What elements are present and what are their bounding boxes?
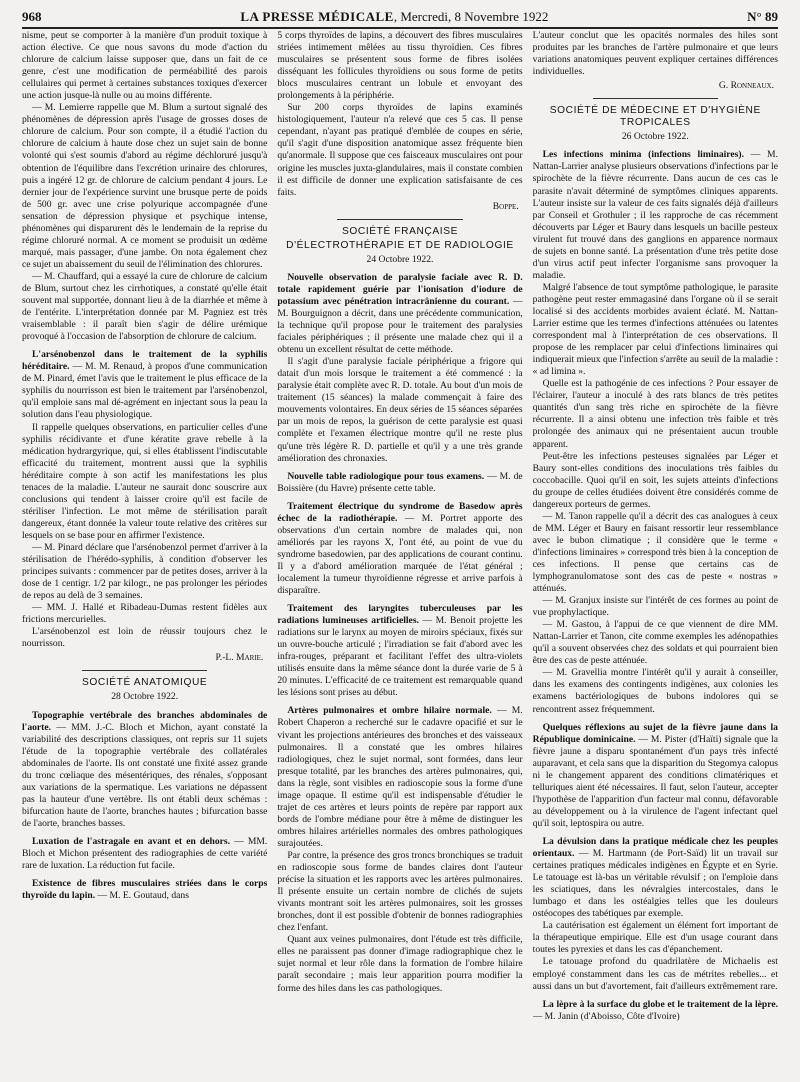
article-title: Nouvelle observation de paralysie faciale avec R. D. totale rapidement guérie par l'ionisation d'iodure de potassium avec pénétration intracrânienne du courant.: [277, 271, 523, 307]
paragraph: — M. Gravellia montre l'intérêt qu'il y aurait à conseiller, dans les examens des contingents indigènes, aux colonies les examens bactériologiques de bubons indolores qui se rencontrent assez fréquemment.: [532, 667, 778, 715]
paragraph: Malgré l'absence de tout symptôme pathologique, le parasite pathogène peut rester emmagasiné dans l'organe où il se serait localisé si des accidents morbides avaient éclaté. M. Nattan-Larrier estime que les termes d'infections atténuées ou latentes correspondent mal à l'interprétation de ces observations. Il propose de les remplacer par celui d'infections liminaires qui indiquerait mieux que l'infection s'arrête au seuil de la maladie : « ad limina ».: [532, 281, 778, 378]
paragraph: Sur 200 corps thyroïdes de lapins examinés histologiquement, l'auteur n'a relevé que ces 5 cas. Il pense cependant, n'ayant pas pratiqué d'emblée de coupes en série, qu'il s'agit d'une disposition anatomique assez fréquente bien qu'anormale. Il suppose que ces faisceaux musculaires ont pour origine les muscles juxta-glandulaires, mais il constate combien il est difficile de donner une explication satisfaisante de ces faits.: [277, 102, 523, 198]
article: [22, 878, 267, 902]
article-body: — M. Portret apporte des observations d'un certain nombre de malades qui, non améliorés par les rayons X, l'ont été, au point de vue du syndrome basedowien, par des applications de courant continu. Il y a d'abord amélioration marquée de l'état général ; localement la tumeur thyroïdienne régresse et arrive parfois à disparaître.: [277, 512, 523, 597]
article-title: La lèpre à la surface du globe et le traitement de la lèpre.: [542, 998, 778, 1010]
article: [22, 836, 267, 872]
article-title: Luxation de l'astragale en avant et en dehors.: [32, 836, 231, 847]
paragraph: nisme, peut se comporter à la manière d'un produit toxique à action élective. Ce que nous savons du mode d'action du chlorure de calcium laisse supposer que, dans un fait de ce genre, c'est une modification de perméabilité des parois cellulaires qui permet à certaines substances toxiques d'exercer une action jusque-là nulle ou au moins différente.: [22, 30, 268, 102]
page-header: [22, 3, 778, 29]
paragraph: — M. Lemierre rappelle que M. Blum a surtout signalé des phénomènes de dépression après l'usage de grosses doses de chlorure de calcium. Pour son compte, il a étudié l'action du chlorure de calcium à haute dose chez un sujet sain de bonne volonté qui s'est soumis d'abord au régime déchloruré jusqu'à obtention de l'équilibre dans l'excrétion urinaire des chlorures, puis a ingéré 12 gr. de chlorure de calcium pendant 4 jours. Le dernier jour de l'expérience survint une brusque perte de poids de 500 gr. avec une crise polyurique accompagnée d'une sensation de dépression physique et psychique intense, phénomènes qui disparurent dès le lendemain de la reprise du régime chloruré normal. A ce moment se produisit un œdème marqué, mais passager, d'une jambe. On nota également chez ce sujet un abaissement du seuil de l'élimination des chlorures.: [22, 102, 268, 270]
article-body: — M. Benoit projette les radiations sur le larynx au moyen de miroirs spéciaux, fixés sur un ouvre-bouche articulé ; l'irradiation se fait d'abord avec les infra-rouges, préparant et facilitant l'effet des ultra-violets utilisés ensuite dans la même séance dont la durée varie de 5 à 20 minutes. L'efficacité de ce traitement est remarquable quand les lésions sont prises au début.: [277, 615, 523, 699]
article-title: Traitement des laryngites tuberculeuses par les radiations lumineuses artificielles.: [277, 603, 523, 627]
section-divider: [337, 219, 462, 220]
article-body: — MM. J.-C. Bloch et Michon, ayant constaté la variabilité des descriptions classiques, ont repris sur 11 sujets l'étude de la topographie vertébrale des collatérales abdominales de l'aorte. Ils ont constaté une fixité assez grande du tronc cœliaque des mésentériques, des rénales, s'opposant aux variations de la spermatique. Les variations ne dépassent pas la hauteur d'une vertèbre. Ils ont établi deux schémas : bifurcation haute de l'aorte, branches hautes ; bifurcation basse de l'aorte, branches basses.: [22, 721, 268, 829]
article-title: Topographie vertébrale des branches abdominales de l'aorte.: [22, 709, 268, 733]
article-title: Nouvelle table radiologique pour tous examens.: [287, 470, 485, 482]
article-body: — M. M. Renaud, à propos d'une communication de M. Pinard, émet l'avis que le traitement le plus efficace de la syphilis du nourrisson est bien le traitement par l'arsénobenzol, qu'il emploie sans mal dé-agrément en injectant sous la peau la solution dans l'eau physiologique.: [22, 361, 268, 421]
article: [277, 603, 522, 699]
article: [277, 501, 522, 597]
journal-name: LA PRESSE MÉDICALE: [240, 9, 394, 24]
article-body: — M. Robert Chaperon a recherché sur le cadavre opacifié et sur le vivant les projections antérieures des bronches et des vaisseaux pulmonaires. Il a constaté que les ombres hilaires radiologiques, chez le sujet normal, sont formées, dans leur presque totalité, par les branches des artères pulmonaires, qui, dans la règle, sont visibles en radioscopie sous la forme d'une image opaque. Il estime qu'il est indispensable d'étudier le trajet de ces artères et leurs points de repère par rapport aux bords de l'ombre médiane pour être à même de distinguer les ombres hilaires artérielles normales des ombres pathologiques surajoutées.: [277, 705, 523, 849]
article: [533, 999, 778, 1023]
signature: P.-L. Marie.: [215, 652, 264, 664]
article: [277, 705, 522, 850]
article-body: — M. E. Goutaud, dans: [95, 890, 189, 902]
paragraph: Il rappelle quelques observations, en particulier celles d'une syphilis récidivante et d'une kératite grave rebelle à la médication hydrargyrique, qui, si elles établissent l'indiscutable efficacité du traitement, montrent aussi que la syphilis héréditaire compte à son actif les manifestations les plus tenaces de la maladie. L'auteur ne saurait donc souscrire aux conclusions qui tendent à laisser croire qu'il est facile de stériliser l'infection. Le mot même de stérilisation paraît dangereux, étant donnée la valeur toute relative des critères sur lesquels on se base pour en affirmer l'existence.: [22, 421, 268, 541]
article-body: — MM. Bloch et Michon présentent des radiographies de cette variété rare de luxation. La réduction fut facile.: [22, 836, 268, 872]
journal-title: [240, 9, 548, 25]
signature: G. Ronneaux.: [718, 80, 774, 92]
paragraph: La cautérisation est également un élément fort important de la thérapeutique empirique. Elle est d'un usage courant dans toutes les pyrexies et dans les cas d'épanchement.: [532, 920, 778, 956]
article-title: Existence de fibres musculaires striées dans le corps thyroïde du lapin.: [22, 878, 268, 902]
article: [22, 710, 267, 830]
article-body: — M. Bourguignon a décrit, dans une précédente communication, la technique qu'il propose pour le traitement des paralysies faciales périphériques ; il présente une malade chez qui il a obtenu un excellent résultat de cette méthode.: [277, 295, 523, 356]
article-title: L'arsénobenzol dans le traitement de la syphilis héréditaire.: [22, 349, 268, 373]
paragraph: — M. Granjux insiste sur l'intérêt de ces formes au point de vue prophylactique.: [532, 595, 778, 619]
society-heading: SOCIÉTÉ DE MÉDECINE ET D'HYGIÈNE TROPICALES: [549, 105, 761, 129]
section-divider: [593, 98, 718, 99]
signature: Boppe.: [492, 200, 519, 212]
article-body: — M. Janin (d'Aboisso, Côte d'Ivoire): [532, 1010, 680, 1022]
paragraph: Quelle est la pathogénie de ces infections ? Pour essayer de l'éclairer, l'auteur a inoculé à des rats blancs de très petites quantités d'un sang très riche en spirochète de la fièvre récurrente. Il a ainsi obtenu une infection très faible et très prolongée des animaux qui ne présentaient aucun trouble apparent.: [532, 378, 778, 450]
article-title: Les infections minima (infections liminaires).: [542, 149, 744, 161]
society-heading-line-1: SOCIÉTÉ FRANÇAISE: [341, 225, 459, 237]
paragraph: Par contre, la présence des gros troncs bronchiques se traduit en radioscopie sous forme de bandes claires dont l'auteur précise la situation et les rapports avec les artères pulmonaires. Il présente ensuite un certain nombre de clichés de sujets vivants montrant soit les artères pulmonaires, soit les grosses bronches, dont il est possible d'obtenir de bonnes radiographies chez l'enfant.: [277, 850, 523, 934]
article-body: — M. Nattan-Larrier analyse plusieurs observations d'infections par le spirochète de la fièvre récurrente. Dans aucun de ces cas le parasite n'avait déterminé de symptômes cliniques apparents. L'auteur insiste sur la valeur de ces faits signalés déjà d'ailleurs par Conseil et Grothuler ; il les rapproche de cas récemment découverts par Léger et Baury dans lesquels un bacille pesteux virulent fut trouvé dans des ganglions en apparence normaux de sujets en bonne santé. La présentation d'une très petite dose d'un virus actif peut infecter l'organisme sans provoquer la maladie.: [532, 149, 778, 281]
paragraph: Il s'agit d'une paralysie faciale périphérique a frigore qui datait d'un mois lorsque le traitement a été commencé : la paralysie était complète avec R. D. totale. Au bout d'un mois de traitement (15 séances) la malade commençait à faire des mouvements volontaires. En deux séries de 15 séances séparées par un mois de repos, la guérison de cette paralysie est quasi complète et l'examen électrique montre qu'il ne reste plus qu'une très légère R. D. partielle et qu'il y a une très grande amélioration des chronaxies.: [277, 356, 523, 464]
paragraph: L'auteur conclut que les opacités normales des hiles sont produites par les branches de l'artère pulmonaire et que leurs variations anatomiques peuvent expliquer certaines différences individuelles.: [532, 30, 778, 78]
article-body: — M. Hartmann (de Port-Saïd) lit un travail sur certaines pratiques médicales indigènes en Égypte et en Syrie. Le tatouage est là-bas un véritable révulsif ; on l'emploie dans les sciatiques, dans les névralgies intercostales, dans le lumbago et dans les ostéalgies telles que les douleurs ostéocopes des tabétiques par exemple.: [532, 848, 778, 920]
paragraph: — M. Chauffard, qui a essayé la cure de chlorure de calcium de Blum, surtout chez les cirrhotiques, a constaté qu'elle était souvent mal supportée, donnant lieu à de la diarrhée et même à de l'entérite. L'interprétation donnée par M. Pagniez est très vraisemblable : il paraît bien s'agir de délire urémique provoqué à l'occasion de l'absorption de chlorure de calcium.: [22, 270, 268, 343]
session-date: 24 Octobre 1922.: [366, 253, 434, 265]
article-title: Quelques réflexions au sujet de la fièvre jaune dans la République dominicaine.: [532, 721, 778, 745]
paragraph: — MM. J. Hallé et Ribadeau-Dumas restent fidèles aux frictions mercurielles.: [22, 602, 268, 626]
section-divider: [82, 670, 207, 671]
session-date: 26 Octobre 1922.: [621, 131, 689, 143]
session-date: 28 Octobre 1922.: [111, 691, 179, 703]
paragraph: — M. Gastou, à l'appui de ce que viennent de dire MM. Nattan-Larrier et Tanon, cite comme exemples les adénopathies qu'il a souvent observées chez des soldats et qui pourraient bien être des cas de peste atténuée.: [532, 619, 778, 667]
article: [22, 349, 267, 421]
page-number: 968: [22, 9, 42, 24]
issue-number: N° 89: [747, 9, 778, 24]
article: [533, 722, 778, 830]
article-title: Artères pulmonaires et ombre hilaire normale.: [287, 705, 492, 717]
article-body: — M. Pister (d'Haïti) signale que la fièvre jaune a disparu spontanément d'un pays très infecté auparavant, et cela sans que la disparition du Stegomya calopus ni le changement apparent des conditions climatériques et telluriques aient été nécessaires. Il faut, selon l'auteur, accepter l'hypothèse de l'apparition d'un facteur mal connu, défavorable au développement ou à la virulence de l'agent infectant quel qu'il soit, leptospira ou autre.: [532, 733, 778, 829]
column-2: [277, 30, 522, 1076]
column-1: [22, 30, 267, 1076]
article-title: La dévulsion dans la pratique médicale chez les peuples orientaux.: [532, 836, 778, 860]
article: [277, 471, 522, 495]
paragraph: 5 corps thyroïdes de lapins, a découvert des fibres musculaires striées intimement mêlées au tissu thyroïdien. Ces fibres musculaires se présentent sous forme de fibres isolées disséquant les follicules thyroïdiens ou sous forme de petits blocs musculaires centrant un lobule et envoyant des prolongements à la périphérie.: [277, 30, 523, 102]
paragraph: Quant aux veines pulmonaires, dont l'étude est très difficile, elles ne paraissent pas donner d'image radiographique chez le sujet normal et leur rôle dans la formation de l'ombre hilaire paraît secondaire ; mais leur apparition pourra modifier la forme des hiles dans les cas pathologiques.: [277, 934, 523, 994]
paragraph: L'arsénobenzol est loin de réussir toujours chez le nourrisson.: [22, 626, 268, 650]
paragraph: — M. Pinard déclare que l'arsénobenzol permet d'arriver à la stérilisation de l'hérédo-syphilis, à condition d'observer les principes suivants : commencer par de petites doses, arriver à la dose de 1 centigr. 1/2 par kilogr., ne pas prolonger les périodes de repos au delà de 3 semaines.: [22, 541, 268, 602]
society-heading-line-2: D'ÉLECTROTHÉRAPIE ET DE RADIOLOGIE: [286, 239, 514, 251]
article-title: Traitement électrique du syndrome de Basedow après échec de la radiothérapie.: [277, 500, 523, 524]
article: [277, 272, 522, 356]
article: [533, 149, 778, 282]
paragraph: — M. Tanon rappelle qu'il a décrit des cas analogues à ceux de MM. Léger et Baury en faisant ressortir leur ressemblance avec le bubon climatique ; il considère que le terme « d'infections liminaires » correspond très bien à la conception de ces infections. Il pense que certains cas de lymphogranulomatose sont des cas de peste « nostras » atténués.: [532, 510, 778, 595]
text-columns: [22, 30, 778, 1076]
paragraph: Le tatouage profond du quadrilatère de Michaelis est employé constamment dans les cas de métrites rebelles... et aussi dans un but d'avortement, fait d'ailleurs extrêmement rare.: [532, 956, 778, 992]
column-3: [533, 30, 778, 1076]
article: [533, 836, 778, 920]
article-body: — M. de Boissière (du Havre) présente cette table.: [277, 470, 523, 494]
paragraph: Peut-être les infections pesteuses signalées par Léger et Baury sont-elles conditions des inoculations très faibles du coccobacille. Quoi qu'il en soit, les sujets atteints d'infections du groupe de celles étudiées doivent être considérés comme de dangereux porteurs de germes.: [532, 450, 778, 510]
society-heading: SOCIÉTÉ ANATOMIQUE: [81, 677, 208, 689]
issue-date: , Mercredi, 8 Novembre 1922: [393, 9, 549, 24]
